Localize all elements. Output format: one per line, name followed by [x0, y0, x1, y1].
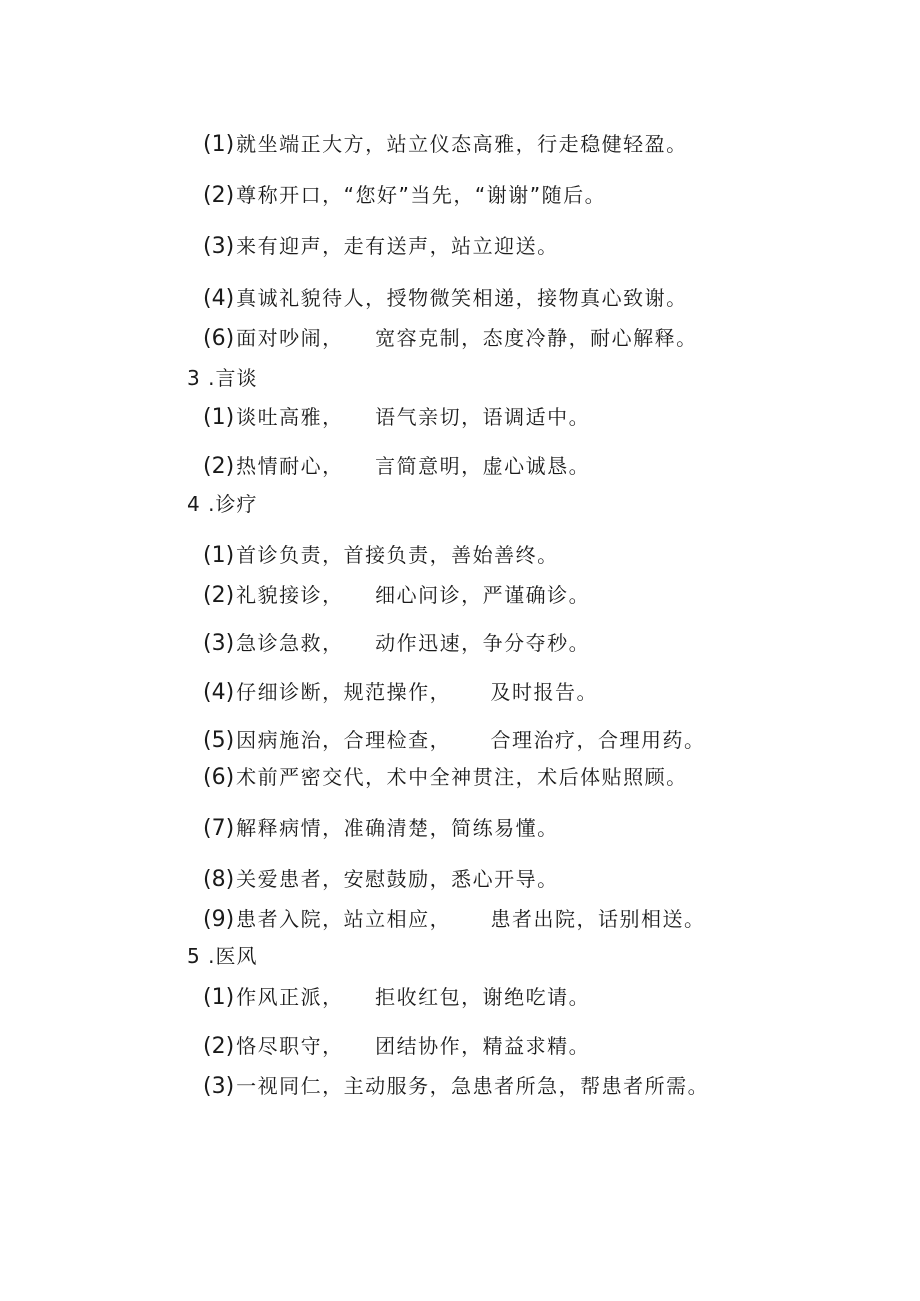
item-number: (2) [203, 454, 235, 479]
item-text: 关爱患者，安慰鼓励，悉心开导。 [236, 867, 559, 891]
item-text: 因病施治，合理检查， 合理治疗，合理用药。 [236, 728, 706, 752]
list-item [203, 985, 590, 1010]
item-number: (6) [203, 765, 235, 790]
item-number: (3) [203, 631, 235, 656]
item-number: (3) [203, 234, 235, 259]
item-text: 仔细诊断，规范操作， 及时报告。 [236, 680, 598, 704]
item-text: 解释病情，准确清楚，简练易懂。 [236, 816, 559, 840]
item-text: 来有迎声，走有送声，站立迎送。 [236, 234, 559, 258]
item-text: 尊称开口，“您好”当先，“谢谢”随后。 [236, 183, 607, 207]
section-heading-yifeng: 5 .医风 [187, 944, 258, 968]
item-number: (6) [203, 326, 235, 351]
list-item [203, 454, 590, 479]
item-number: (8) [203, 867, 235, 892]
item-number: (1) [203, 543, 235, 568]
list-item [203, 816, 559, 841]
item-number: (7) [203, 816, 235, 841]
list-item [203, 867, 559, 892]
list-item [203, 631, 590, 656]
list-item [203, 234, 559, 259]
item-text: 一视同仁，主动服务，急患者所急，帮患者所需。 [236, 1074, 710, 1098]
item-number: (2) [203, 583, 235, 608]
list-item [203, 326, 698, 351]
list-item [203, 680, 598, 705]
list-item [203, 405, 590, 430]
item-number: (3) [203, 1074, 235, 1099]
list-item [203, 543, 559, 568]
list-item [203, 286, 688, 311]
list-item [203, 183, 606, 208]
item-text: 首诊负责，首接负责，善始善终。 [236, 543, 559, 567]
list-item [203, 132, 688, 157]
item-text: 就坐端正大方，站立仪态高雅，行走稳健轻盈。 [236, 132, 688, 156]
item-text: 热情耐心， 言简意明，虚心诚恳。 [236, 454, 591, 478]
list-item [203, 1074, 709, 1099]
item-number: (1) [203, 985, 235, 1010]
item-text: 真诚礼貌待人，授物微笑相递，接物真心致谢。 [236, 286, 688, 310]
item-number: (2) [203, 183, 235, 208]
item-number: (4) [203, 286, 235, 311]
list-item [203, 907, 705, 932]
item-text: 急诊急救， 动作迅速，争分夺秒。 [236, 631, 591, 655]
item-number: (1) [203, 405, 235, 430]
list-item [203, 1034, 590, 1059]
item-number: (5) [203, 728, 235, 753]
section-heading-zhenliao: 4 .诊疗 [187, 492, 258, 516]
section-heading-yantan: 3 .言谈 [187, 366, 258, 390]
list-item [203, 728, 705, 753]
item-number: (1) [203, 132, 235, 157]
item-text: 患者入院，站立相应， 患者出院，话别相送。 [236, 907, 706, 931]
item-number: (4) [203, 680, 235, 705]
item-text: 作风正派， 拒收红包，谢绝吃请。 [236, 985, 591, 1009]
item-text: 恪尽职守， 团结协作，精益求精。 [236, 1034, 591, 1058]
list-item [203, 765, 688, 790]
item-text: 谈吐高雅， 语气亲切，语调适中。 [236, 405, 591, 429]
list-item [203, 583, 590, 608]
item-text: 面对吵闹， 宽容克制，态度冷静，耐心解释。 [236, 326, 698, 350]
item-text: 术前严密交代，术中全神贯注，术后体贴照顾。 [236, 765, 688, 789]
item-number: (2) [203, 1034, 235, 1059]
item-text: 礼貌接诊， 细心问诊，严谨确诊。 [236, 583, 591, 607]
item-number: (9) [203, 907, 235, 932]
